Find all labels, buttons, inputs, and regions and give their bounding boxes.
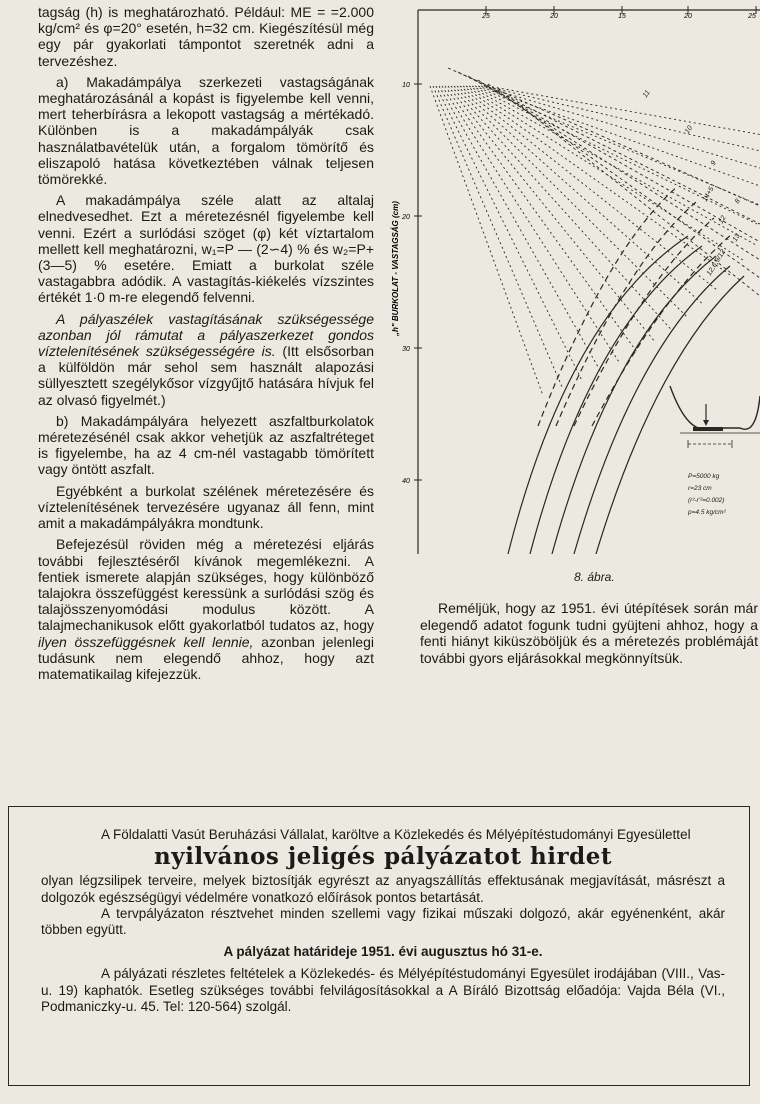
notice-intro: A Földalatti Vasút Beruházási Vállalat, karöltve a Közlekedés és Mélyépítéstudományi Egyesülettel xyxy=(101,827,691,842)
paragraph xyxy=(38,536,374,682)
curve-label: 9 xyxy=(709,159,718,168)
dashed-curve xyxy=(574,218,714,426)
fan-line xyxy=(454,86,688,318)
legend-line: r=23 cm xyxy=(688,485,712,492)
nomogram-svg xyxy=(388,6,760,554)
guide-line xyxy=(498,88,760,296)
figure-caption: 8. ábra. xyxy=(574,570,615,584)
curve-label: 12,6,9/12 xyxy=(705,248,728,278)
curve-label: 14+5 xyxy=(701,185,716,203)
fan-line xyxy=(472,86,760,230)
left-ticks xyxy=(401,82,422,485)
curve-label: 13 xyxy=(731,232,742,243)
dashed-curve-family xyxy=(538,186,732,426)
paragraph xyxy=(38,311,374,408)
fan-line xyxy=(463,86,732,277)
paragraph: Egyébként a burkolat szélének méretezésére és víztelenítésének tervezésére ugyanaz áll fenn, mint amit a makadámpályákra mondtunk. xyxy=(38,482,374,532)
paragraph-text: Befejezésül röviden még a méretezési eljárás további fejlesztéséről kívánok megemlékezni. A fentiek ismerete alapján szükséges, hogy különböző talajokra összefüggést keressünk a surlódási szög és talajösszenyomódási modulus között. A talajmechanikusok előtt gyakorlatból tudatos az, hogy xyxy=(38,536,374,634)
italic-text: A pályaszélek vastagításának szükségessége azonban jól rámutat a pályaszerkezet gondos víztelenítésének szükségességére is. xyxy=(38,310,374,360)
left-tick-label: 10 xyxy=(402,82,410,89)
fan-line xyxy=(487,86,760,144)
dashed-line-fan xyxy=(430,68,760,396)
paragraph: A makadámpálya széle alatt az altalaj elnedvesedhet. Ezt a méretezésnél figyelembe kell venni. Ezért a surlódási szöget (φ) két víztartalom mellett kell meghatározni, w₁=P — (2∽4) % és w₂=P+(3—5) % esetére. Emiatt a burkolat széle vastagabbra adódik. A vastagítás-kiékelés vízszintes értékét 1·0 m-re elegendő felvenni. xyxy=(38,192,374,306)
fan-line xyxy=(460,86,718,291)
legend-line: (r²-r'²=0.002) xyxy=(688,497,725,504)
curve-label: 8 xyxy=(733,197,742,206)
inset-legend xyxy=(687,473,727,516)
guide-line xyxy=(478,80,760,260)
y-axis-label: „h" BURKOLAT - VASTAGSÁG (cm) xyxy=(391,201,400,336)
italic-text: ilyen összefüggésnek kell lennie, xyxy=(38,633,254,650)
dashed-curve xyxy=(538,186,678,426)
top-ticks xyxy=(481,6,756,20)
fan-line xyxy=(433,86,563,389)
curve-label: 10 xyxy=(683,124,695,136)
fan-line xyxy=(448,86,656,343)
top-tick-label: 25 xyxy=(748,13,756,20)
paragraph-text: (Itt elsősorban a külföldön már sehol sem használt alapozási süllyesztett szegélykősor vízgyűjtő hatására hívjuk fel az olvasó figyelmét.) xyxy=(38,343,374,408)
top-tick-label: 20 xyxy=(550,13,558,20)
left-tick-label: 30 xyxy=(402,346,410,353)
competition-notice-box xyxy=(8,806,750,1086)
notice-body: A tervpályázaton résztvehet minden szellemi vagy fizikai műszaki dolgozó, akár egyénenként, akár többen együtt. xyxy=(41,905,725,938)
nomogram-figure xyxy=(388,6,760,554)
top-tick-label: 15 xyxy=(618,13,626,20)
fan-line xyxy=(442,86,620,364)
paragraph: b) Makadámpályára helyezett aszfaltburkolatok méretezésénél csak akkor vehetjük az aszfaltréteget is figyelembe, ha az 4 cm-nél vastagabb tömörített vagy öntött aszfalt. xyxy=(38,412,374,478)
fan-line xyxy=(451,86,672,331)
paragraph: tagság (h) is meghatározható. Például: ME = =2.000 kg/cm² és φ=20° esetén, h=32 cm. Kiegészítésül még egy pár gyakorlati támpontot szeretnék adni a tervezéshez. xyxy=(38,4,374,69)
right-text-column: Reméljük, hogy az 1951. évi útépítések során már elegendő adatot fogunk tudni gyüjteni ahhoz, hogy a fenti hiányt kiküszöböljük és a méretezés problémáját további gyors eljárásokkal megkönnyítsük. xyxy=(420,600,758,666)
load-diagram-inset xyxy=(670,386,760,448)
paragraph: a) Makadámpálya szerkezeti vastagságának meghatározásánál a kopást is figyelembe kell venni, mert teherbírásra a lekopott vastagság a mértékadó. Különben is a makadámpályák csak használatbavételük után, a forgalom tömörítő és eliszapoló hatása következtében válnak teljesen tömörekké. xyxy=(38,73,374,188)
fan-line xyxy=(466,86,745,262)
left-tick-label: 40 xyxy=(402,478,410,485)
paragraph-text: azonban jelenlegi tudásunk nem elegendő ahhoz, hogy azt matematikailag kifejezzük. xyxy=(38,633,374,682)
fan-line xyxy=(436,86,583,382)
legend-line: p=4.5 kg/cm² xyxy=(688,509,726,516)
left-text-column xyxy=(38,4,374,687)
guide-line xyxy=(468,76,760,242)
curve-label: 11 xyxy=(641,89,652,100)
legend-line: P=5000 kg xyxy=(688,473,720,480)
notice-deadline: A pályázat határideje 1951. évi augusztus hó 31-e. xyxy=(223,944,543,960)
solid-curve xyxy=(508,236,688,554)
curve-label: 12 xyxy=(717,214,728,225)
top-tick-label: 20 xyxy=(684,13,692,20)
notice-headline: nyilvános jeligés pályázatot hirdet xyxy=(154,843,612,871)
guide-line xyxy=(488,84,760,278)
fan-line xyxy=(430,86,543,396)
top-tick-label: 25 xyxy=(482,13,490,20)
dashed-curve xyxy=(592,234,732,426)
notice-body: olyan légzsilipek terveire, melyek biztosítják egyrészt az anyagszállítás effektusának megjavítását, másrészt a dolgozók egészségügyi védelmére vonatkozó előírások pontos betartását. xyxy=(41,873,725,905)
notice-body: A pályázati részletes feltételek a Közlekedés- és Mélyépítéstudományi Egyesület irodájában (VIII., Vas-u. 19) kaphatók. Esetleg szükséges további felvilágosításokkal a A Bíráló Bizottság előadója: Vajda Béla (VI., Podmaniczky-u. 45. Tel: 120-564) szolgál. xyxy=(41,966,725,1014)
solid-curve-family xyxy=(508,236,744,554)
left-tick-label: 20 xyxy=(402,214,410,221)
